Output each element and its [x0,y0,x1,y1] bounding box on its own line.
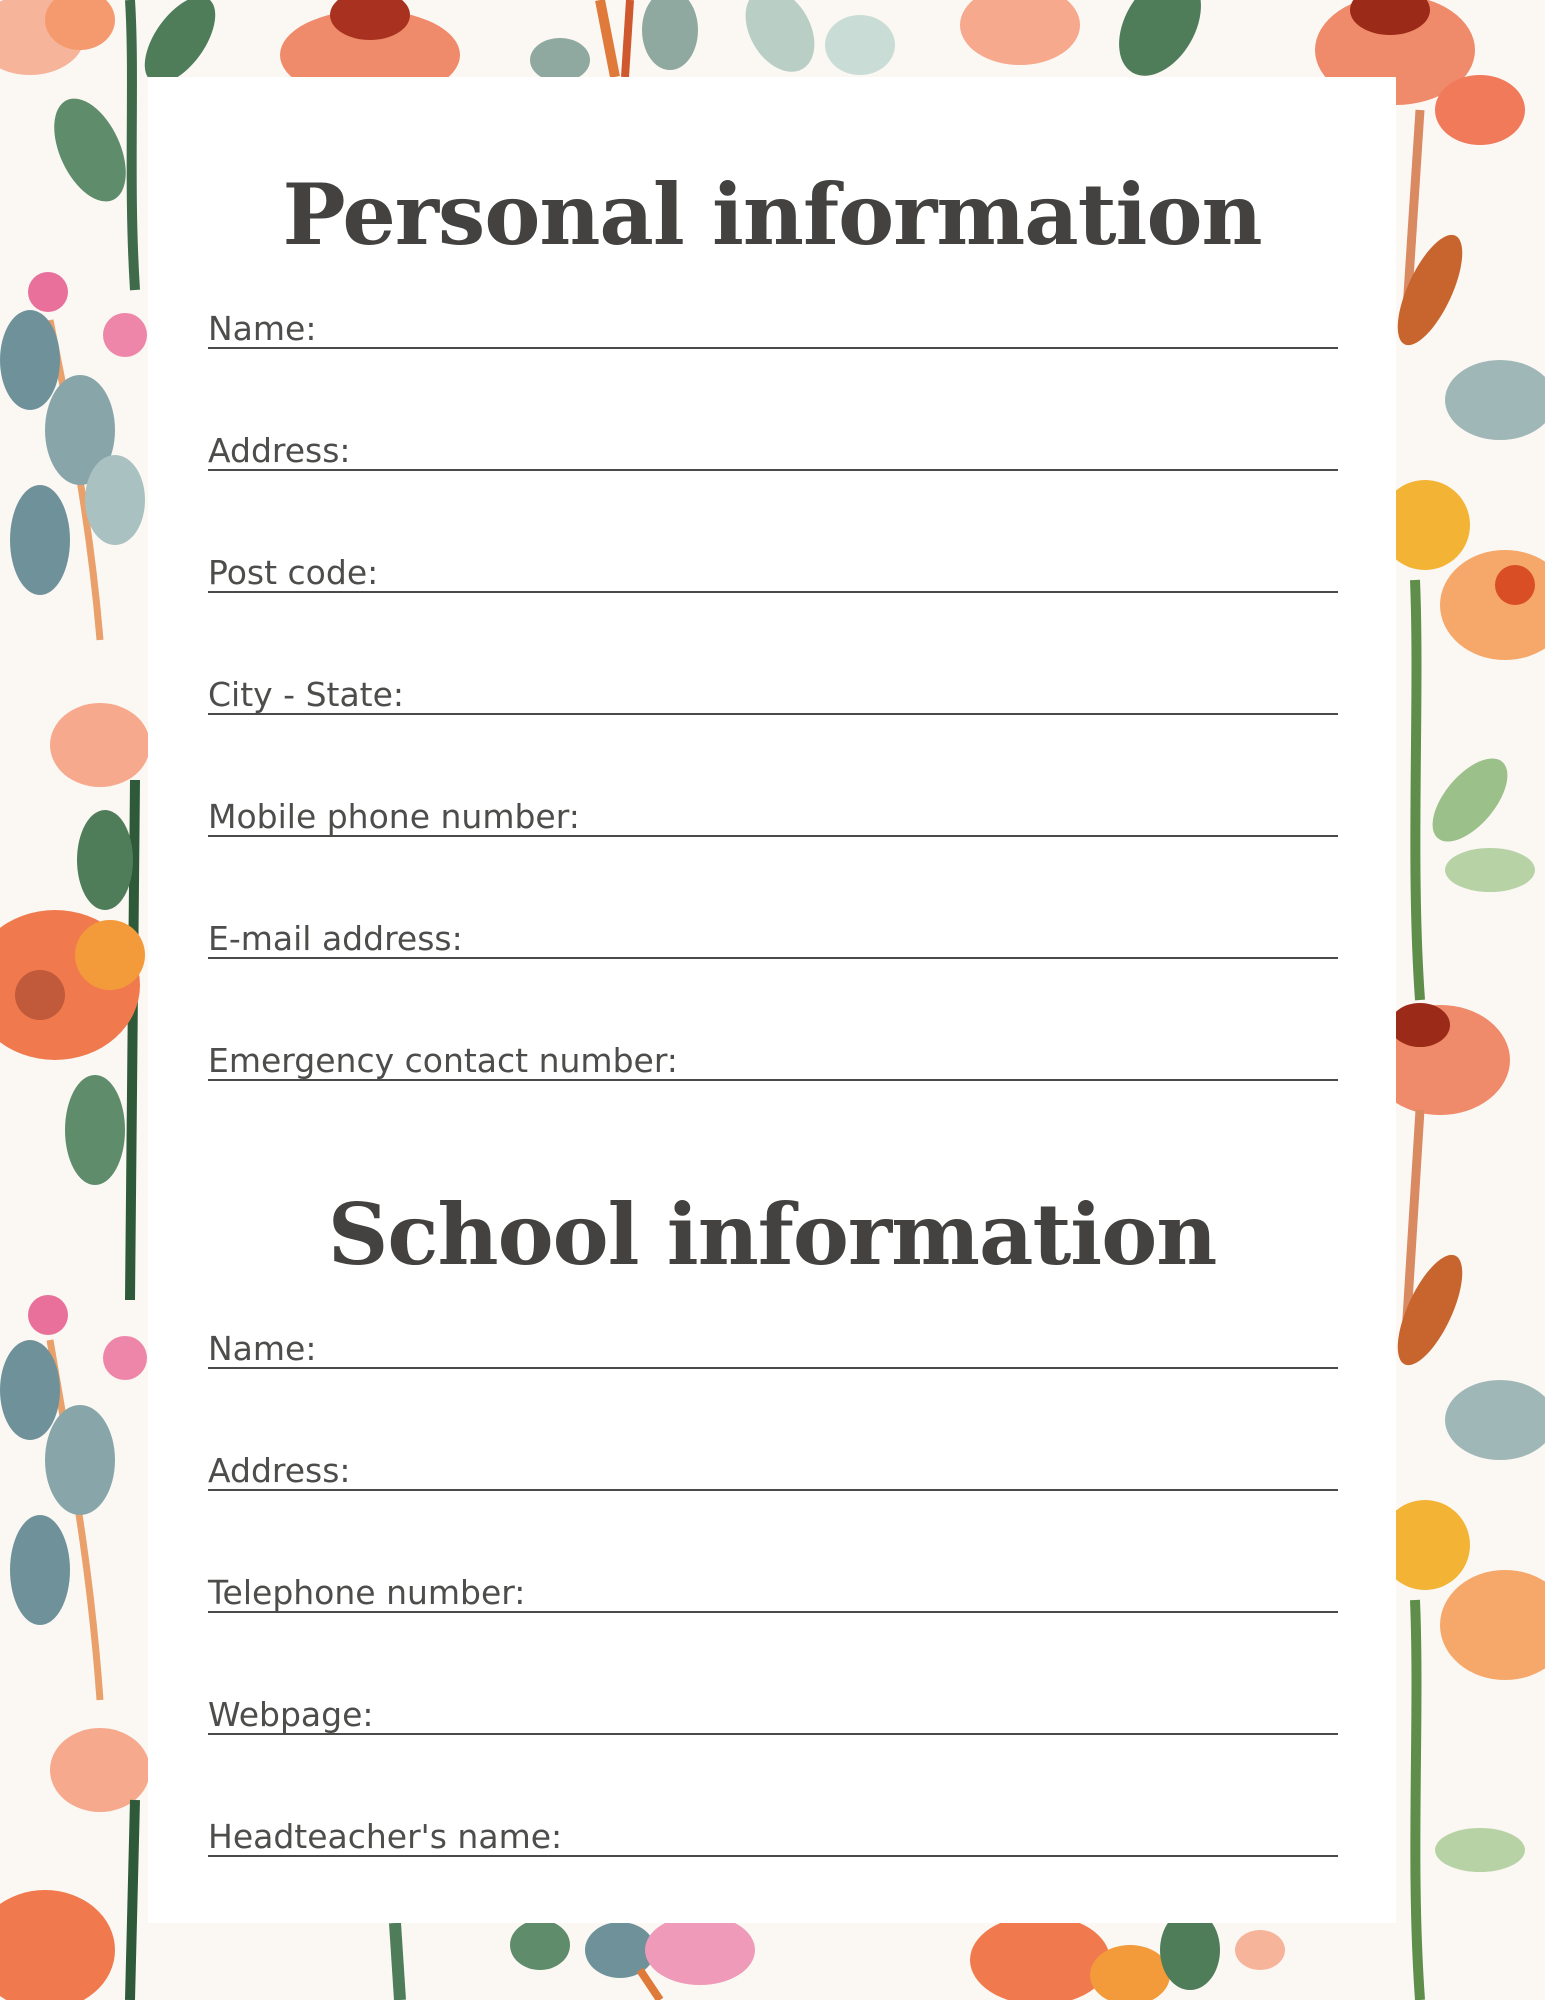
school-telephone-field[interactable] [208,1561,1338,1613]
personal-name-field[interactable] [208,297,1338,349]
field-label: Name: [208,1328,317,1368]
personal-post-code-field[interactable] [208,541,1338,593]
school-information-heading: School information [327,1185,1217,1284]
field-label: Post code: [208,552,379,592]
school-webpage-field[interactable] [208,1683,1338,1735]
personal-address-field[interactable] [208,419,1338,471]
form-sheet [148,77,1396,1923]
field-label: Mobile phone number: [208,796,580,836]
field-label: Address: [208,1450,351,1490]
flower-left-column-icon [0,272,150,2000]
field-label: Webpage: [208,1694,374,1734]
field-label: E-mail address: [208,918,463,958]
personal-information-heading: Personal information [282,165,1262,264]
flower-right-column-icon [1370,110,1545,2000]
school-name-field[interactable] [208,1317,1338,1369]
field-label: Address: [208,430,351,470]
school-headteacher-field[interactable] [208,1805,1338,1857]
field-label: City - State: [208,674,405,714]
personal-mobile-phone-field[interactable] [208,785,1338,837]
personal-city-state-field[interactable] [208,663,1338,715]
personal-emergency-contact-field[interactable] [208,1029,1338,1081]
personal-email-field[interactable] [208,907,1338,959]
field-label: Emergency contact number: [208,1040,678,1080]
flower-bottom-row-icon [395,1910,1285,2000]
field-label: Telephone number: [208,1572,526,1612]
school-address-field[interactable] [208,1439,1338,1491]
field-label: Headteacher's name: [208,1816,563,1856]
field-label: Name: [208,308,317,348]
